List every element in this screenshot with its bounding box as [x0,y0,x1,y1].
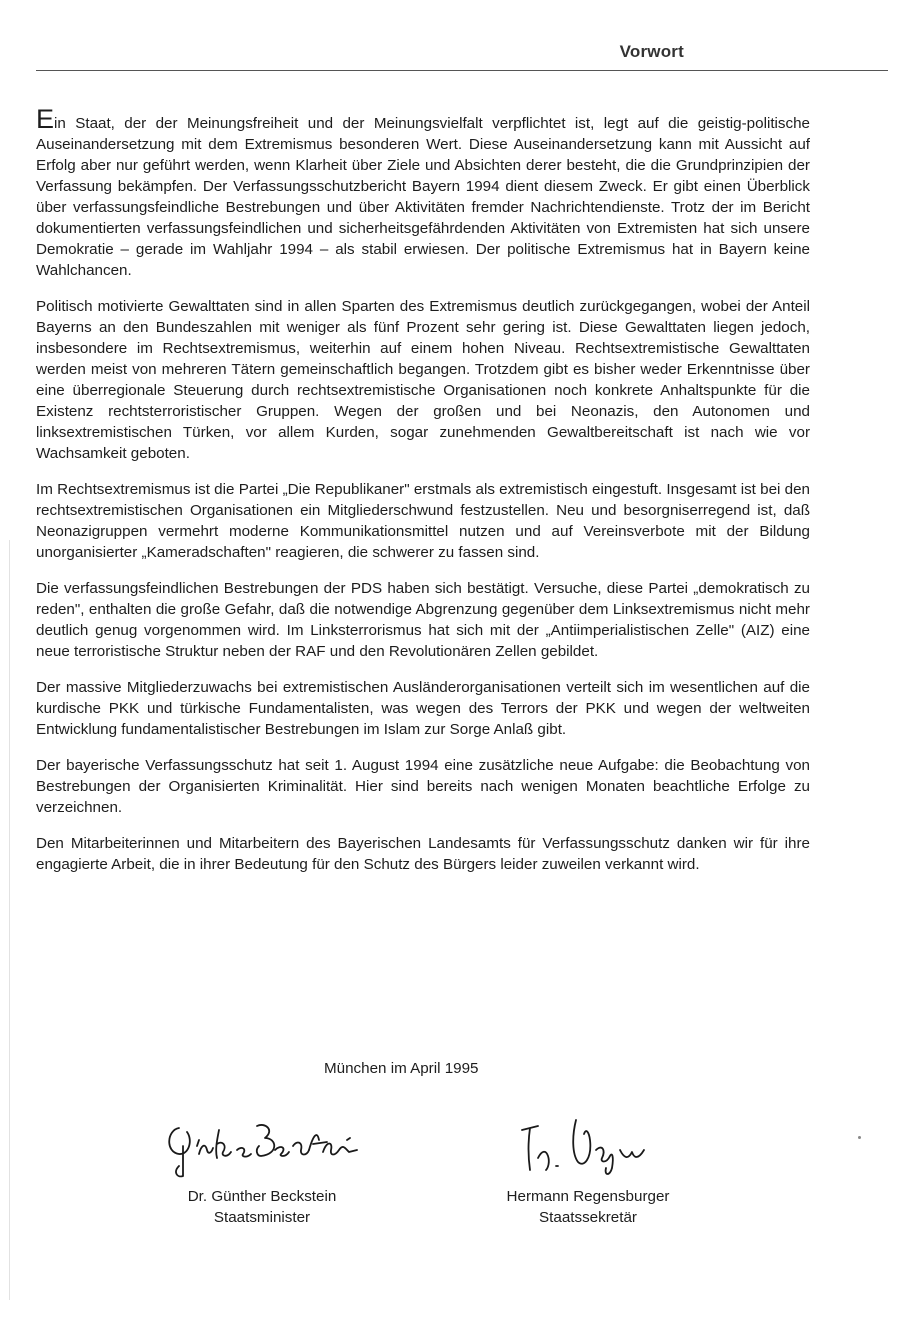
handwritten-signature-beckstein [157,1110,367,1180]
paragraph-1-text: in Staat, der der Meinungsfreiheit und der Meinungsvielfalt verpflichtet ist, legt auf die geistig-politische Auseinandersetzung mit dem Extremismus besonderen Wert. Diese Auseinandersetzung kann mit Aussicht auf Erfolg aber nur geführt werden, wenn Klarheit über Ziele und Absichten derer besteht, die die Grundprinzipien der Verfassung bekämpfen. Der Verfassungsschutzbericht Bayern 1994 dient diesem Zweck. Er gibt einen Überblick über verfassungsfeindliche Bestrebungen und über Aktivitäten fremder Nachrichtendienste. Trotz der im Bericht dokumentierten verfassungsfeindlichen und sicherheitsgefährdenden Aktivitäten von Extremisten hat sich unsere Demokratie – gerade im Wahljahr 1994 – als stabil erwiesen. Der politische Extremismus hat in Bayern keine Wahlchancen. [36,115,810,279]
foreword-body [36,104,810,890]
signatory-name-1: Dr. Günther Beckstein [187,1188,337,1205]
paragraph-2: Politisch motivierte Gewalttaten sind in allen Sparten des Extremismus deutlich zurückgegangen, wobei der Anteil Bayerns an den Bundeszahlen mit weniger als fünf Prozent sehr gering ist. Diese Gewalttaten liegen jedoch, insbesondere im Rechtsextremismus, weiterhin auf einem hohen Niveau. Rechtsextremistische Gewalttaten werden meist von mehreren Tätern gemeinschaftlich begangen. Trotzdem gibt es bisher weder Erkenntnisse über eine überregionale Steuerung durch rechtsextremistische Organisationen noch konkrete Anhaltspunkte für die Existenz rechtsterroristischer Gruppen. Wegen der großen und bei Neonazis, den Autonomen und linksextremistischen Türken, vor allem Kurden, sogar zunehmenden Gewaltbereitschaft ist nach wie vor Wachsamkeit geboten. [36,298,810,462]
paragraph-1 [36,104,810,281]
signature-block-beckstein [142,1110,382,1228]
drop-cap: E [36,104,55,134]
scan-margin-line [9,540,10,1300]
signatory-role-2: Staatssekretär [539,1209,637,1226]
scan-speck [858,1136,861,1139]
signature-block-regensburger [458,1110,718,1228]
page-title: Vorwort [619,42,684,61]
paragraph-7: Den Mitarbeiterinnen und Mitarbeitern des Bayerischen Landesamts für Verfassungsschutz danken wir für ihre engagierte Arbeit, die in ihrer Bedeutung für den Schutz des Bürgers leider zuweilen verkannt wird. [36,835,810,873]
signatory-name-2: Hermann Regensburger [506,1188,670,1205]
signatory-role-1: Staatsminister [213,1209,311,1226]
paragraph-3: Im Rechtsextremismus ist die Partei „Die Republikaner" erstmals als extremistisch eingestuft. Insgesamt ist bei den rechtsextremistischen Organisationen ein Mitgliederschwund festzustellen. Neu und besorgniserregend ist, daß Neonazigruppen vermehrt moderne Kommunikationsmittel nutzen und auf Vereinsverbote mit der Bildung unorganisierter „Kameradschaften" reagieren, die schwerer zu fassen sind. [36,481,810,561]
paragraph-4: Die verfassungsfeindlichen Bestrebungen der PDS haben sich bestätigt. Versuche, diese Partei „demokratisch zu reden", enthalten die große Gefahr, daß die notwendige Abgrenzung gegenüber dem Linksextremismus nicht mehr deutlich genug vorgenommen wird. Im Linksterrorismus hat sich mit der „Antiimperialistischen Zelle" (AIZ) eine neue terroristische Struktur neben der RAF und den Revolutionären Zellen gebildet. [36,580,810,660]
paragraph-6: Der bayerische Verfassungsschutz hat seit 1. August 1994 eine zusätzliche neue Aufgabe: die Beobachtung von Bestrebungen der Organisierten Kriminalität. Hier sind bereits nach wenigen Monaten beachtliche Erfolge zu verzeichnen. [36,757,810,816]
paragraph-5: Der massive Mitgliederzuwachs bei extremistischen Ausländerorganisationen verteilt sich im wesentlichen auf die kurdische PKK und türkische Fundamentalisten, was wegen des Terrors der PKK und wegen der weltweiten Entwicklung fundamentalistischer Bestrebungen im Islam zur Sorge Anlaß gibt. [36,679,810,738]
page-header [36,38,888,78]
place-date-line: München im April 1995 [324,1060,479,1077]
header-rule [36,70,888,71]
handwritten-signature-regensburger [498,1110,678,1180]
